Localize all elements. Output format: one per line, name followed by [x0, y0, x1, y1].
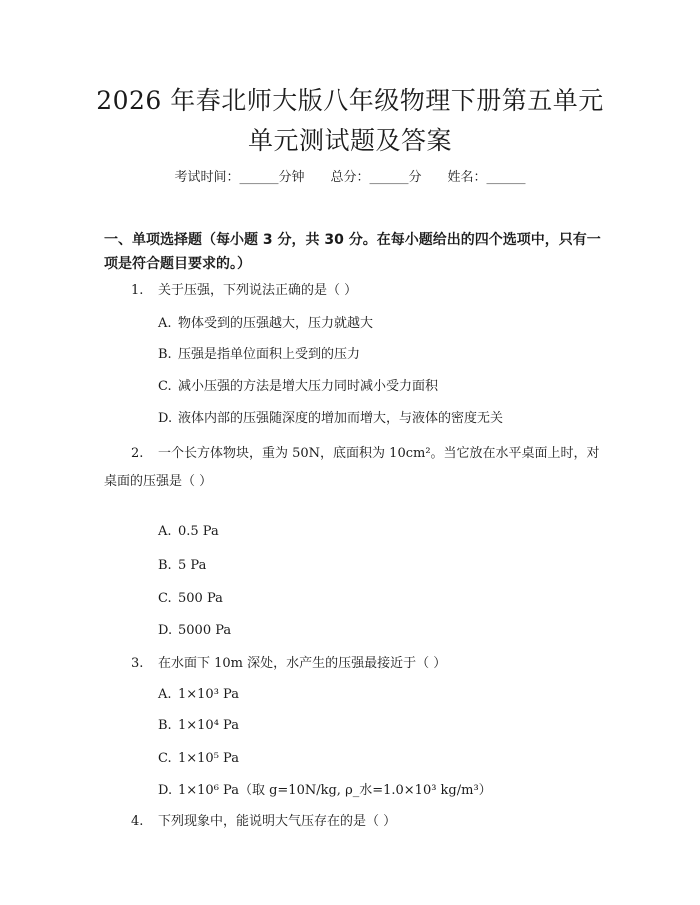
option-text: 500 Pa: [178, 591, 223, 606]
option-text: 液体内部的压强随深度的增加而增大，与液体的密度无关: [178, 411, 504, 426]
option-1d: [158, 409, 503, 429]
option-2a: [158, 522, 219, 542]
option-letter: C.: [158, 751, 172, 766]
question-number: 3.: [131, 656, 144, 671]
option-text: 物体受到的压强越大，压力就越大: [178, 316, 374, 331]
question-number: 4.: [131, 814, 144, 829]
exam-time-label: 考试时间：______分钟: [174, 170, 305, 185]
option-1a: [158, 314, 373, 334]
option-2b: [158, 556, 206, 576]
option-2d: [158, 621, 231, 641]
document-title-line-2: 单元测试题及答案: [247, 126, 452, 155]
total-score-label: 总分：______分: [330, 170, 422, 185]
option-letter: D.: [158, 783, 173, 798]
document-title-line-1: 2026 年春北师大版八年级物理下册第五单元: [96, 86, 604, 115]
option-letter: A.: [158, 524, 172, 539]
option-letter: B.: [158, 718, 172, 733]
option-letter: D.: [158, 623, 173, 638]
question-number: 2.: [131, 446, 144, 461]
question-stem: 关于压强，下列说法正确的是（ ）: [158, 283, 358, 298]
option-text: 1×10⁵ Pa: [178, 751, 239, 766]
question-stem: 下列现象中，能说明大气压存在的是（ ）: [158, 814, 397, 829]
question-number: 1.: [131, 283, 144, 298]
option-letter: C.: [158, 591, 172, 606]
option-text: 1×10⁴ Pa: [178, 718, 239, 733]
option-3d: [158, 781, 492, 801]
option-letter: A.: [158, 687, 172, 702]
name-label: 姓名：______: [447, 170, 526, 185]
section-heading-single-choice: 一、单项选择题（每小题 3 分，共 30 分。在每小题给出的四个选项中，只有一项是符合题目要求的。）: [104, 232, 601, 272]
question-stem: 在水面下 10m 深处，水产生的压强最接近于（ ）: [158, 656, 447, 671]
option-1b: [158, 345, 360, 365]
option-3c: [158, 749, 239, 769]
option-text: 1×10⁶ Pa（取 g=10N/kg, ρ_水=1.0×10³ kg/m³）: [178, 783, 492, 798]
option-text: 1×10³ Pa: [178, 687, 239, 702]
question-2: [104, 440, 600, 496]
question-1: [131, 281, 357, 301]
option-letter: B.: [158, 558, 172, 573]
question-4: [131, 812, 396, 832]
option-text: 5000 Pa: [178, 623, 232, 638]
option-letter: D.: [158, 411, 173, 426]
exam-info: [0, 166, 700, 185]
option-text: 减小压强的方法是增大压力同时减小受力面积: [178, 379, 439, 394]
question-stem: 一个长方体物块，重为 50N，底面积为 10cm²。当它放在水平桌面上时，对桌面的压强是（ ）: [104, 446, 600, 489]
option-3b: [158, 716, 239, 736]
option-letter: A.: [158, 316, 172, 331]
question-3: [131, 654, 446, 674]
option-3a: [158, 685, 239, 705]
option-text: 压强是指单位面积上受到的压力: [178, 347, 361, 362]
option-letter: B.: [158, 347, 172, 362]
option-2c: [158, 589, 223, 609]
option-1c: [158, 377, 438, 397]
option-text: 0.5 Pa: [178, 524, 219, 539]
option-letter: C.: [158, 379, 172, 394]
option-text: 5 Pa: [178, 558, 207, 573]
